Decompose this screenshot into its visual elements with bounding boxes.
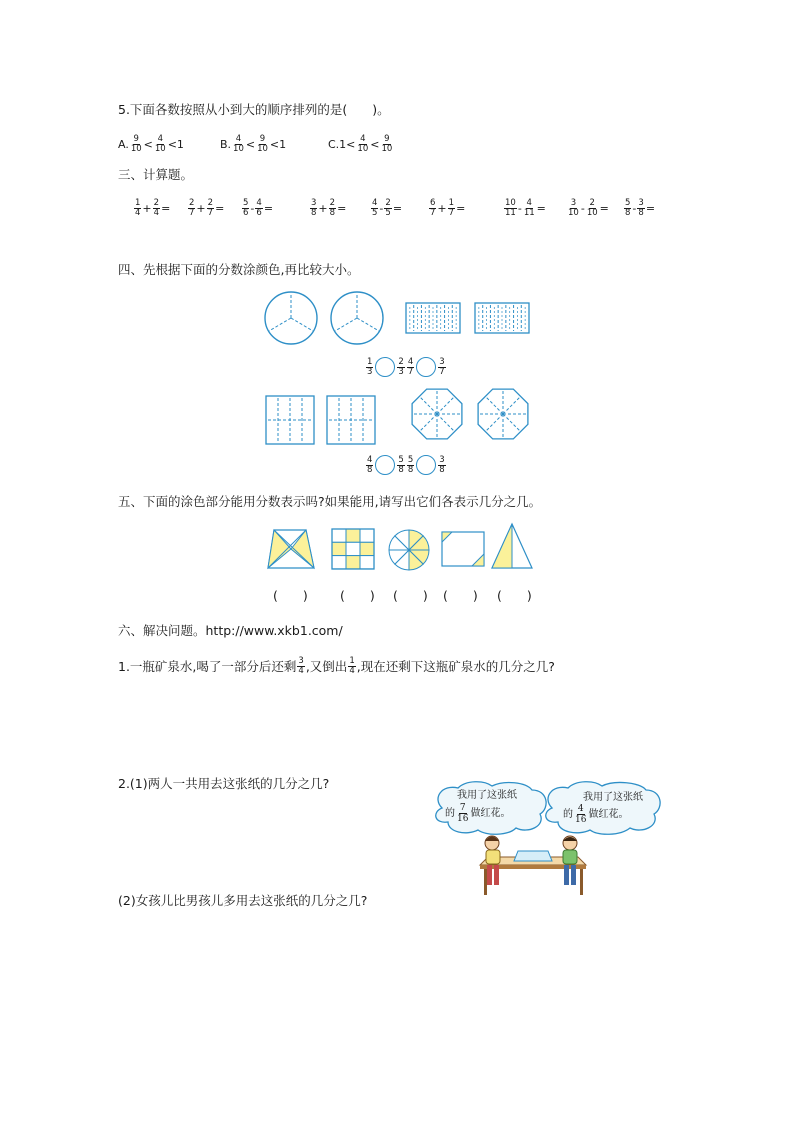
octagon-eighths-2 (475, 386, 531, 442)
compare-fraction: $\frac{4}{7}$ (407, 356, 414, 377)
calc-symbol: = (263, 202, 274, 215)
compare-circle[interactable] (416, 455, 436, 475)
compare-circle[interactable] (375, 455, 395, 475)
calc-fraction: $\frac{5}{8}$ (625, 198, 631, 218)
calc-symbol: + (318, 202, 328, 215)
calc-fraction: $\frac{1}{7}$ (448, 198, 455, 218)
sec4-title: 四、先根据下面的分数涂颜色,再比较大小。 (118, 262, 360, 277)
calc-symbol: = (645, 202, 656, 215)
calc-symbol: + (142, 202, 152, 215)
shape-rectangle-corners (440, 530, 486, 568)
compare-fraction: $\frac{2}{3}$ (398, 356, 404, 377)
answer-paren-4[interactable]: ( ) (497, 588, 532, 603)
q5-option-2 (328, 135, 394, 154)
calc-problem-1 (187, 199, 224, 218)
q5-symbol: <1 (269, 138, 287, 151)
q1-post: ,现在还剩下这瓶矿泉水的几分之几? (356, 658, 555, 674)
rect-sevenths-1 (405, 302, 461, 334)
calc-problem-6 (503, 199, 546, 218)
q5-option-1 (220, 135, 286, 154)
shape-grid-9 (331, 528, 375, 570)
calc-fraction: $\frac{10}{11}$ (505, 198, 516, 218)
circle-thirds-2 (330, 291, 386, 347)
q5-symbol: < (245, 138, 256, 151)
answer-paren-2[interactable]: ( ) (393, 588, 428, 603)
compare-fraction: $\frac{5}{8}$ (407, 454, 414, 475)
calc-fraction: $\frac{2}{7}$ (189, 198, 195, 218)
calc-fraction: $\frac{2}{4}$ (153, 198, 160, 218)
shape-circle-8 (387, 528, 431, 572)
sec3-title: 三、计算题。 (118, 167, 194, 182)
square-eighths-1 (265, 395, 315, 445)
calc-symbol: - (250, 202, 255, 215)
q5-option-0 (118, 135, 184, 154)
calc-symbol: + (196, 202, 206, 215)
q5-fraction: $\frac{9}{10}$ (257, 134, 268, 154)
calc-symbol: = (599, 202, 609, 215)
calc-symbol: - (632, 202, 637, 215)
calc-problem-2 (241, 199, 273, 218)
circle-thirds-1 (264, 291, 320, 347)
calc-fraction: $\frac{5}{6}$ (243, 198, 249, 218)
octagon-eighths-1 (409, 386, 465, 442)
kids-at-table-illustration (470, 835, 588, 897)
calc-fraction: $\frac{3}{10}$ (568, 198, 579, 218)
calc-problem-5 (428, 199, 465, 218)
q1-frac-2: $\frac{1}{4}$ (349, 656, 355, 676)
calc-symbol: = (161, 202, 171, 215)
compare-fraction: $\frac{5}{8}$ (398, 454, 404, 475)
sec6-title: 六、解决问题。http://www.xkb1.com/ (118, 623, 343, 638)
sec6-q2b: (2)女孩儿比男孩儿多用去这张纸的几分之几? (118, 893, 368, 908)
calc-fraction: $\frac{2}{5}$ (385, 198, 391, 218)
calc-problem-7 (566, 199, 609, 218)
calc-symbol: = (456, 202, 466, 215)
shape-trapezoid (266, 528, 316, 570)
calc-symbol: = (337, 202, 347, 215)
calc-fraction: $\frac{2}{10}$ (586, 198, 598, 218)
calc-symbol: - (580, 202, 585, 215)
compare-row-1 (365, 357, 447, 377)
q5-symbol: < (143, 138, 153, 151)
q5-fraction: $\frac{9}{10}$ (130, 134, 142, 154)
calc-symbol: + (437, 202, 447, 215)
compare-fraction: $\frac{1}{3}$ (367, 356, 373, 377)
bubble-left-line2: 的 $\frac{7}{16}$ 做红花。 (445, 803, 511, 824)
compare-fraction: $\frac{3}{7}$ (439, 356, 445, 377)
q5-option-label: B. (220, 138, 232, 151)
compare-fraction: $\frac{4}{8}$ (367, 454, 373, 475)
calc-symbol: - (517, 202, 522, 215)
calc-fraction: $\frac{4}{11}$ (523, 198, 535, 218)
bubble-right-line1: 我用了这张纸 (583, 792, 643, 803)
compare-fraction: $\frac{3}{8}$ (439, 454, 445, 475)
calc-symbol: = (392, 202, 403, 215)
q5-option-label: A. (118, 138, 129, 151)
shape-triangle (490, 522, 534, 572)
calc-fraction: $\frac{4}{5}$ (372, 198, 378, 218)
sec5-title: 五、下面的涂色部分能用分数表示吗?如果能用,请写出它们各表示几分之几。 (118, 494, 542, 509)
rect-sevenths-2 (474, 302, 530, 334)
bubble-left-line1: 我用了这张纸 (457, 790, 517, 801)
calc-problem-0 (133, 199, 170, 218)
q5-fraction: $\frac{4}{10}$ (233, 134, 244, 154)
answer-paren-3[interactable]: ( ) (443, 588, 478, 603)
q5-option-label: C.1< (328, 138, 356, 151)
calc-fraction: $\frac{4}{6}$ (256, 198, 262, 218)
calc-symbol: = (536, 202, 546, 215)
calc-fraction: $\frac{1}{4}$ (135, 198, 141, 218)
calc-symbol: - (379, 202, 384, 215)
calc-fraction: $\frac{3}{8}$ (311, 198, 317, 218)
calc-problem-4 (370, 199, 402, 218)
calc-fraction: $\frac{3}{8}$ (638, 198, 644, 218)
answer-paren-1[interactable]: ( ) (340, 588, 375, 603)
calc-fraction: $\frac{2}{7}$ (207, 198, 214, 218)
q5-fraction: $\frac{9}{10}$ (381, 134, 393, 154)
bubble-right-line2: 的 $\frac{4}{16}$ 做红花。 (563, 804, 629, 825)
q5-fraction: $\frac{4}{10}$ (357, 134, 369, 154)
sec6-q1 (118, 657, 555, 676)
q1-frac-1: $\frac{3}{4}$ (298, 656, 304, 676)
answer-paren-0[interactable]: ( ) (273, 588, 308, 603)
calc-problem-8 (623, 199, 655, 218)
calc-problem-3 (309, 199, 346, 218)
compare-row-2 (365, 455, 447, 475)
calc-fraction: $\frac{2}{8}$ (329, 198, 336, 218)
q5-symbol: <1 (167, 138, 184, 151)
compare-circle[interactable] (375, 357, 395, 377)
sec6-q2a: 2.(1)两人一共用去这张纸的几分之几? (118, 776, 330, 791)
q5-symbol: < (370, 138, 380, 151)
calc-symbol: = (215, 202, 225, 215)
q5-title: 5.下面各数按照从小到大的顺序排列的是( )。 (118, 102, 390, 117)
q1-mid: ,又倒出 (305, 658, 348, 674)
square-eighths-2 (326, 395, 376, 445)
compare-circle[interactable] (416, 357, 436, 377)
q5-fraction: $\frac{4}{10}$ (154, 134, 166, 154)
q1-pre: 1.一瓶矿泉水,喝了一部分后还剩 (118, 658, 297, 674)
calc-fraction: $\frac{6}{7}$ (430, 198, 436, 218)
